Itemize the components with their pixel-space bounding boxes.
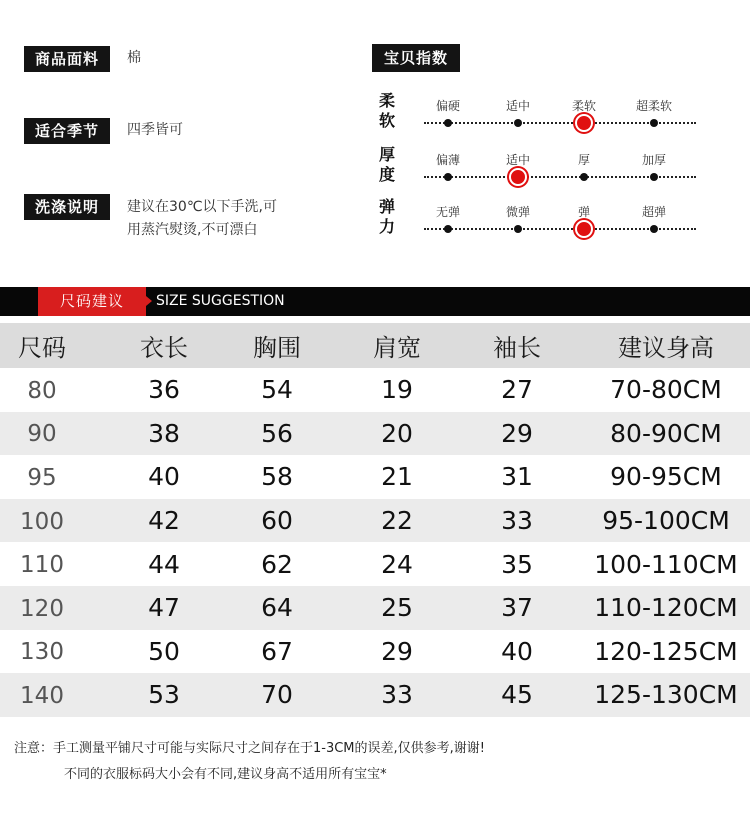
index-scale-option: 无弹 — [435, 205, 460, 219]
table-cell: 100-110CM — [594, 549, 738, 579]
table-header-cell: 胸围 — [253, 334, 301, 362]
table-cell: 120-125CM — [594, 636, 738, 666]
table-cell: 95 — [27, 464, 57, 491]
table-cell: 31 — [501, 462, 533, 492]
table-cell: 47 — [148, 593, 180, 623]
table-row — [0, 412, 750, 456]
table-cell: 33 — [381, 680, 413, 710]
index-selected-dot — [575, 220, 593, 238]
note-line-1: 注意：手工测量平铺尺寸可能与实际尺寸之间存在于1-3CM的误差,仅供参考,谢谢! — [14, 741, 486, 756]
table-cell: 80 — [27, 377, 57, 404]
fabric-value: 棉 — [127, 50, 141, 66]
table-cell: 37 — [501, 593, 533, 623]
table-cell: 38 — [148, 418, 180, 448]
washing-label: 洗涤说明 — [24, 194, 110, 220]
index-dot — [650, 225, 658, 233]
index-dot — [650, 119, 658, 127]
index-scale-name: 弹力 — [378, 197, 395, 236]
table-cell: 29 — [501, 418, 533, 448]
table-cell: 35 — [501, 549, 533, 579]
table-cell: 29 — [381, 636, 413, 666]
table-cell: 67 — [261, 636, 293, 666]
index-scale-option: 柔软 — [571, 99, 596, 113]
index-dot — [514, 225, 522, 233]
table-cell: 36 — [148, 375, 180, 405]
index-scale-name: 柔软 — [378, 91, 395, 130]
table-cell: 25 — [381, 593, 413, 623]
size-table — [0, 323, 750, 717]
table-cell: 20 — [381, 418, 413, 448]
table-cell: 70 — [261, 680, 293, 710]
table-header-cell: 袖长 — [493, 334, 541, 362]
table-cell: 24 — [381, 549, 413, 579]
table-header-cell: 建议身高 — [618, 334, 714, 362]
table-cell: 95-100CM — [602, 506, 730, 536]
table-cell: 110 — [20, 552, 64, 579]
table-cell: 64 — [261, 593, 293, 623]
table-header-row — [0, 323, 750, 368]
index-scale-option: 超柔软 — [635, 99, 672, 113]
season-value: 四季皆可 — [127, 122, 183, 138]
table-cell: 90-95CM — [610, 462, 722, 492]
index-scale-option: 偏硬 — [435, 99, 460, 113]
table-cell: 58 — [261, 462, 293, 492]
table-cell: 27 — [501, 375, 533, 405]
size-suggestion-subtitle: SIZE SUGGESTION — [156, 293, 285, 309]
table-cell: 56 — [261, 418, 293, 448]
table-cell: 120 — [20, 595, 64, 622]
table-cell: 140 — [20, 682, 64, 709]
arrow-right-icon — [146, 296, 152, 306]
table-cell: 40 — [148, 462, 180, 492]
table-cell: 80-90CM — [610, 418, 722, 448]
index-scale-option: 适中 — [505, 153, 530, 167]
table-row — [0, 455, 750, 499]
index-scale-option: 厚 — [577, 153, 590, 167]
index-dot — [444, 173, 452, 181]
table-cell: 70-80CM — [610, 375, 722, 405]
index-scale-row — [376, 145, 696, 193]
table-cell: 22 — [381, 506, 413, 536]
index-scale-option: 弹 — [577, 205, 590, 219]
size-suggestion-bar — [0, 287, 750, 316]
index-scale-option: 加厚 — [641, 153, 666, 167]
table-cell: 45 — [501, 680, 533, 710]
note-line-2: 不同的衣服标码大小会有不同,建议身高不适用所有宝宝* — [64, 767, 387, 782]
index-scale-row — [376, 197, 696, 245]
season-label: 适合季节 — [24, 118, 110, 144]
table-header-cell: 衣长 — [140, 334, 188, 362]
table-cell: 50 — [148, 636, 180, 666]
table-cell: 90 — [27, 421, 57, 448]
index-dot — [444, 119, 452, 127]
index-selected-dot — [509, 168, 527, 186]
index-scale-row — [376, 91, 696, 139]
table-header-cell: 肩宽 — [373, 334, 421, 362]
fabric-label: 商品面料 — [24, 46, 110, 72]
table-cell: 33 — [501, 506, 533, 536]
table-cell: 53 — [148, 680, 180, 710]
index-scale-option: 适中 — [505, 99, 530, 113]
table-cell: 21 — [381, 462, 413, 492]
index-selected-dot — [575, 114, 593, 132]
index-scale-option: 偏薄 — [435, 153, 460, 167]
table-header-cell: 尺码 — [18, 334, 66, 362]
table-cell: 60 — [261, 506, 293, 536]
product-index-title: 宝贝指数 — [372, 44, 460, 72]
index-scale-name: 厚度 — [378, 145, 395, 184]
index-dot — [650, 173, 658, 181]
table-cell: 62 — [261, 549, 293, 579]
table-row — [0, 630, 750, 674]
table-cell: 54 — [261, 375, 293, 405]
size-suggestion-title: 尺码建议 — [38, 287, 146, 316]
table-cell: 40 — [501, 636, 533, 666]
table-row — [0, 499, 750, 543]
table-cell: 100 — [20, 508, 64, 535]
index-dot — [444, 225, 452, 233]
table-cell: 44 — [148, 549, 180, 579]
washing-value-line1: 建议在30℃以下手洗,可 — [127, 199, 277, 215]
table-row — [0, 673, 750, 717]
washing-value-line2: 用蒸汽熨烫,不可漂白 — [127, 222, 258, 238]
table-cell: 19 — [381, 375, 413, 405]
index-scale-option: 超弹 — [641, 205, 666, 219]
index-dot — [514, 119, 522, 127]
table-cell: 110-120CM — [594, 593, 738, 623]
index-dot — [580, 173, 588, 181]
table-row — [0, 542, 750, 586]
table-cell: 125-130CM — [594, 680, 738, 710]
table-cell: 42 — [148, 506, 180, 536]
table-row — [0, 586, 750, 630]
table-row — [0, 368, 750, 412]
table-cell: 130 — [20, 639, 64, 666]
index-scale-option: 微弹 — [505, 205, 530, 219]
